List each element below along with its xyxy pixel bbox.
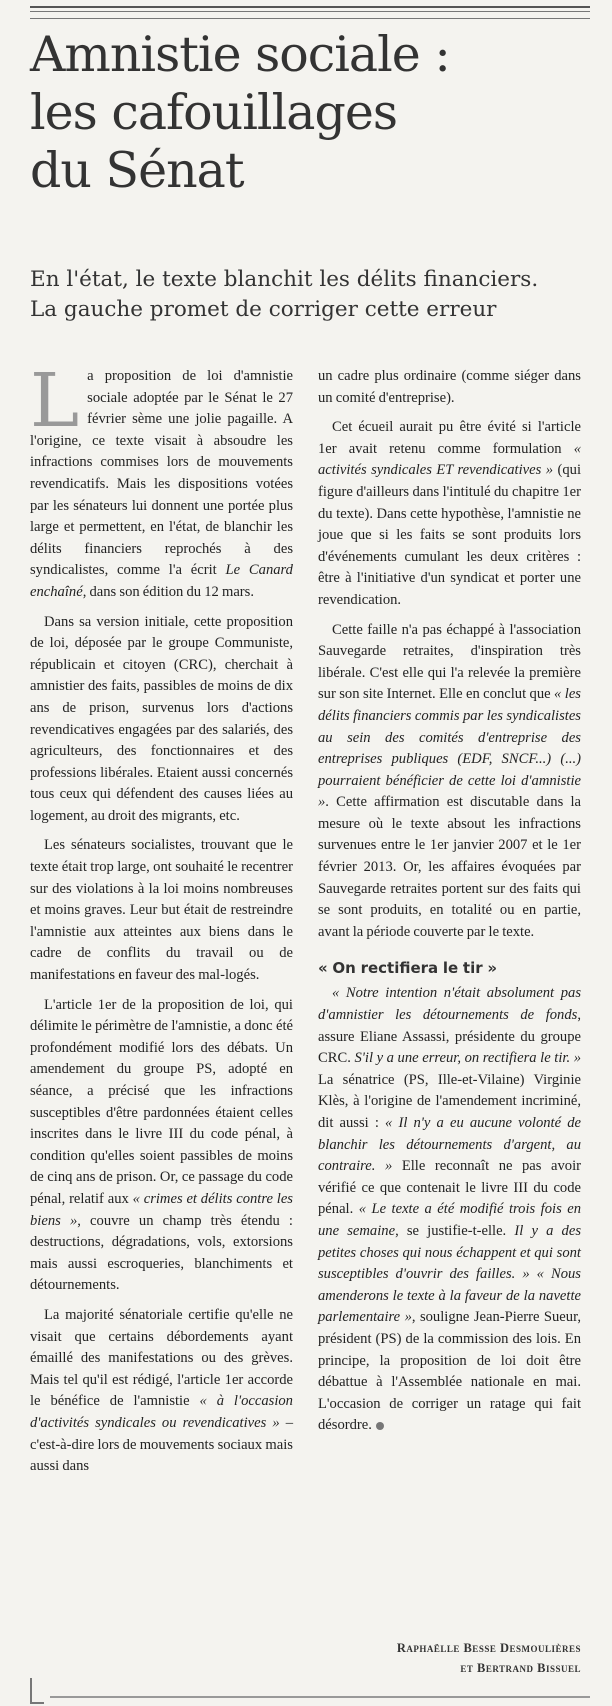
deck-line-2: La gauche promet de corriger cette erreur (30, 297, 497, 322)
paragraph: Dans sa version initiale, cette proposition de loi, déposée par le groupe Communiste, républicain et citoyen (CRC), cherchait à amnistier des faits, passibles de moins de dix ans de prison, survenus lors d'actions revendicatives engagées par des salariés, des agriculteurs, des fonctionnaires et des professions libérales. Etaient aussi concernés tous ceux qui défendent des causes liées au logement, au droit des migrants, etc. (30, 613, 293, 824)
paragraph: Cet écueil aurait pu être évité si l'article 1er avait retenu comme formulation « activités syndicales ET revendicatives » (qui figure d'ailleurs dans l'intitulé du chapitre 1er du texte). Dans cette hypothèse, l'amnistie ne joue que si les faits se sont produits lors d'événements cumulant les deux critères : être à l'initiative d'un syndicat et porter une revendication. (318, 419, 581, 608)
paragraph: L'article 1er de la proposition de loi, qui délimite le périmètre de l'amnistie, a donc été profondément modifié lors des débats. Un amendement du groupe PS, adopté en séance, a précisé que les infractions susceptibles d'être pardonnées étaient celles inscrites dans le livre III du code pénal, à condition qu'elles soient passibles de moins de cinq ans de prison. Or, ce passage du code pénal, relatif aux « crimes et délits contre les biens », couvre un champ très étendu : destructions, dégradations, vols, extorsions mais aussi escroqueries, blanchiments et détournements. (30, 996, 293, 1294)
headline-line-2: les cafouillages (30, 84, 397, 141)
top-rule (30, 6, 590, 19)
bottom-rule (50, 1696, 590, 1698)
bottom-corner-rule (30, 1678, 44, 1704)
byline (318, 1638, 581, 1678)
deck-line-1: En l'état, le texte blanchit les délits financiers. (30, 267, 539, 292)
byline-line-1: Raphaëlle Besse Desmoulières (396, 1641, 581, 1655)
headline-line-3: du Sénat (30, 142, 244, 199)
paragraph: La proposition de loi d'amnistie sociale adoptée par le Sénat le 27 février sème une jolie pagaille. A l'origine, ce texte visait à absoudre les infractions commises lors de mouvements revendicatifs. Mais les dispositions votées par les sénateurs lui donnent une portée plus large et permettent, en l'état, de blanchir les délits financiers reprochés à des syndicalistes, comme l'a écrit Le Canard enchaîné, dans son édition du 12 mars. (30, 358, 293, 600)
subheading: « On rectifiera le tir » (318, 959, 498, 978)
dropcap: L (30, 358, 80, 444)
headline (30, 26, 590, 200)
column-right (318, 366, 581, 1445)
paragraph: Les sénateurs socialistes, trouvant que le texte était trop large, ont souhaité le recentrer sur des violations à la loi moins nombreuses et moins graves. Leur but était de restreindre l'amnistie aux atteintes aux biens dans le cadre de conflits du travail ou de manifestations en faveur des mal-logés. (30, 837, 293, 984)
deck (30, 265, 590, 325)
byline-line-2: et Bertrand Bissuel (460, 1661, 581, 1675)
paragraph: Cette faille n'a pas échappé à l'association Sauvegarde retraites, d'inspiration très libérale. C'est elle qui l'a relevée la première sur son site Internet. Elle en conclut que « les délits financiers commis par les syndicalistes au sein des comités d'entreprise des entreprises publiques (EDF, SNCF...) (...) pourraient bénéficier de cette loi d'amnistie ». Cette affirmation est discutable dans la mesure où le texte absout les infractions survenues entre le 1er janvier 2007 et le 1er février 2013. Or, les affaires évoquées par Sauvegarde retraites portent sur des faits qui se sont produits, en totalité ou en partie, avant la période couverte par le texte. (318, 621, 581, 940)
paragraph: « Notre intention n'était absolument pas d'amnistier les détournements de fonds, assure Eliane Assassi, présidente du groupe CRC. S'il y a une erreur, on rectifiera le tir. » La sénatrice (PS, Ille-et-Vilaine) Virginie Klès, à l'origine de l'amendement incriminé, dit aussi : « Il n'y a eu aucune volonté de blanchir les détournements d'argent, au contraire. » Elle reconnaît ne pas avoir vérifié ce que contenait le livre III du code pénal. « Le texte a été modifié trois fois en une semaine, se justifie-t-elle. Il y a des petites choses qui nous échappent et qui sont susceptibles d'ouvrir des failles. » « Nous amenderons le texte à la faveur de la navette parlementaire », souligne Jean-Pierre Sueur, président (PS) de la commission des lois. En principe, la proposition de loi doit être débattue à l'Assemblée nationale en mai. L'occasion de corriger un ratage qui fait désordre. (318, 985, 582, 1434)
headline-line-1: Amnistie sociale : (30, 26, 450, 83)
column-left (30, 358, 293, 1486)
paragraph: La majorité sénatoriale certifie qu'elle ne visait que certains débordements ayant émaillé des manifestations ou des grèves. Mais tel qu'il est rédigé, l'article 1er accorde le bénéfice de l'amnistie « à l'occasion d'activités syndicales ou revendicatives » – c'est-à-dire lors de mouvements sociaux mais aussi dans (30, 1306, 293, 1475)
end-mark-icon (376, 1422, 384, 1430)
paragraph: un cadre plus ordinaire (comme siéger dans un comité d'entreprise). (318, 368, 581, 406)
